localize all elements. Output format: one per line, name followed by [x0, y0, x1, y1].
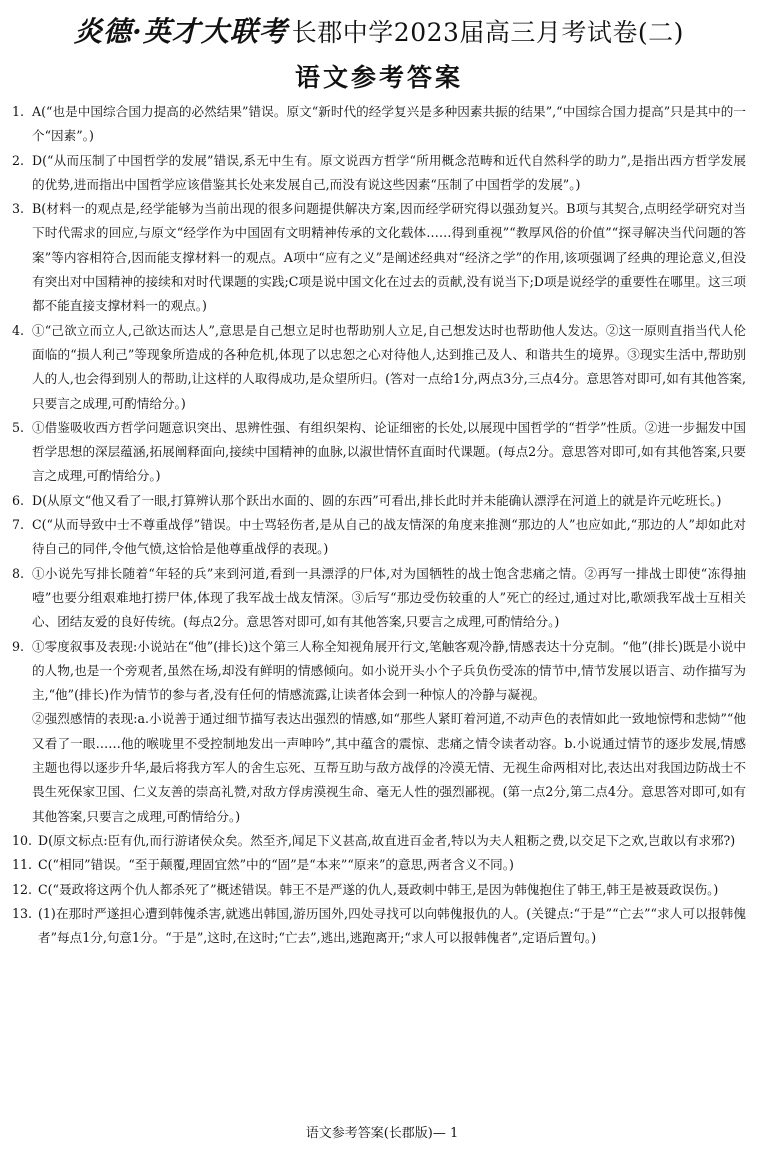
- answer-item-3: [12, 197, 746, 318]
- answer-number: 11.: [12, 857, 33, 873]
- page-title: 语文参考答案: [294, 63, 463, 92]
- answer-number: 2.: [12, 152, 25, 168]
- answer-item-7: [12, 513, 746, 562]
- answer-text: A(“也是中国综合国力提高的必然结果”错误。原文“新时代的经学复兴是多种因素共振的结果”,“中国综合国力提高”只是其中的一个“因素”。): [32, 104, 746, 144]
- answer-number: 4.: [12, 322, 25, 338]
- answer-text: ①“己欲立而立人,己欲达而达人”,意思是自己想立足时也帮助别人立足,自己想发达时也帮助他人发达。②这一原则直指当代人伦面临的“损人利己”等现象所造成的各种危机,体现了以忠恕之心对待他人,达到推己及人、和谐共生的境界。③现实生活中,帮助别人的人,也会得到别人的帮助,让这样的人取得成功,是众望所归。(答对一点给1分,两点3分,三点4分。意思答对即可,如有其他答案,只要言之成理,可酌情给分。): [32, 322, 746, 411]
- answer-number: 10.: [12, 832, 33, 848]
- answer-text: (1)在那时严遂担心遭到韩傀杀害,就逃出韩国,游历国外,四处寻找可以向韩傀报仇的人。(关键点:“于是”“亡去”“求人可以报韩傀者”每点1分,句意1分。“于是”,这时,在这时;“亡去”,逃出,逃跑离开;“求人可以报韩傀者”,定语后置句。): [38, 905, 746, 946]
- answer-text: C(“从而导致中士不尊重战俘”错误。中士骂轻伤者,是从自己的战友情深的角度来推测“那边的人”也应如此,“那边的人”却如此对待自己的同伴,令他气愤,这恰恰是他尊重战俘的表现。): [32, 517, 746, 557]
- answer-text: C(“聂政将这两个仇人都杀死了”概述错误。韩王不是严遂的仇人,聂政刺中韩王,是因为韩傀抱住了韩王,韩王是被聂政误伤。): [38, 881, 719, 897]
- answer-text: ①借鉴吸收西方哲学问题意识突出、思辨性强、有组织架构、论证细密的长处,以展现中国哲学的“哲学”性质。②进一步掘发中国哲学思想的深层蕴涵,拓展阐释面向,接续中国精神的血脉,以淑世情怀直面时代课题。(每点2分。意思答对即可,如有其他答案,只要言之成理,可酌情给分。): [32, 419, 746, 484]
- answer-text: C(“相同”错误。“至于颠覆,理固宜然”中的“固”是“本来”“原来”的意思,两者含义不同。): [38, 857, 514, 873]
- answer-item-5: [12, 416, 746, 489]
- answer-item-13: [12, 902, 746, 951]
- answer-number: 7.: [12, 517, 25, 533]
- answer-item-12: [12, 878, 746, 902]
- brand-logo-text: 炎德·英才大联考: [74, 15, 288, 48]
- answer-item-9: [12, 635, 746, 829]
- answer-item-10: [12, 829, 746, 853]
- answer-text-group: [32, 635, 746, 829]
- answer-number: 1.: [12, 104, 25, 119]
- answer-paragraph: ①零度叙事及表现:小说站在“他”(排长)这个第三人称全知视角展开行文,笔触客观冷静,情感表达十分克制。“他”(排长)既是小说中的人物,也是一个旁观者,虽然在场,却没有鲜明的情感倾向。如小说开头小个子兵负伤受冻的情节中,情节发展以语言、动作描写为主,“他”(排长)作为情节的参与者,没有任何的情感流露,让读者体会到一种惊人的冷静与凝视。: [32, 638, 746, 703]
- answer-number: 12.: [12, 881, 33, 897]
- answer-item-6: [12, 489, 746, 513]
- answer-text: D(从原文“他又看了一眼,打算辨认那个跃出水面的、圆的东西”可看出,排长此时并未能确认漂浮在河道上的就是许元屹班长。): [32, 492, 722, 508]
- answer-item-11: [12, 853, 746, 877]
- answer-number: 5.: [12, 419, 25, 435]
- answer-number: 8.: [12, 565, 25, 581]
- answer-number: 13.: [12, 905, 33, 921]
- answer-number: 6.: [12, 492, 25, 508]
- header: [12, 10, 746, 50]
- answer-number: 3.: [12, 201, 25, 217]
- answer-text: D(原文标点:臣有仇,而行游诸侯众矣。然至齐,闻足下义甚高,故直进百金者,特以为夫人粗粝之费,以交足下之欢,岂敢以有求邪?): [38, 832, 736, 848]
- answer-item-8: [12, 562, 746, 635]
- answer-number: 9.: [12, 638, 25, 654]
- answer-paragraph: ②强烈感情的表现:a.小说善于通过细节描写表达出强烈的情感,如“那些人紧盯着河道,不动声色的表情如此一致地惊愕和悲恸”“他又看了一眼……他的喉咙里不受控制地发出一声呻吟”,其中蕴含的震惊、悲痛之情令读者动容。b.小说通过情节的逐步发展,情感主题也得以逐步升华,最后将我方军人的舍生忘死、互帮互助与敌方战俘的冷漠无情、无视生命两相对比,表达出对我国边防战士不畏生死保家卫国、仁义友善的崇高礼赞,对敌方俘虏漠视生命、毫无人性的强烈鄙视。(第一点2分,第二点4分。意思答对即可,如有其他答案,只要言之成理,可酌情给分。): [32, 711, 746, 824]
- answer-list: [12, 100, 746, 950]
- answer-text: ①小说先写排长随着“年轻的兵”来到河道,看到一具漂浮的尸体,对为国牺牲的战士饱含悲痛之情。②再写一排战士即使“冻得抽噎”也要分组艰难地打捞尸体,体现了我军战士战友情深。③后写“那边受伤较重的人”死亡的经过,通过对比,歌颂我军战士互相关心、团结友爱的良好传统。(每点2分。意思答对即可,如有其他答案,只要言之成理,可酌情给分。): [32, 565, 746, 630]
- page-footer: 语文参考答案(长郡版)— 1: [305, 1126, 459, 1141]
- answer-text: B(材料一的观点是,经学能够为当前出现的很多问题提供解决方案,因而经学研究得以强劲复兴。B项与其契合,点明经学研究对当下时代需求的回应,与原文“经学作为中国固有文明精神传承的文化载体……得到重视”“教厚风俗的价值”“探寻解决当代问题的答案”等内容相符合,因而能支撑材料一的观点。A项中“应有之义”是阐述经典对“经济之学”的作用,该项强调了经典的理论意义,但没有突出对中国精神的接续和对时代课题的实践;C项是说中国文化在过去的贡献,没有说当下;D项是说经学的重要性在哪里。这三项都不能直接支撑材料一的观点。): [32, 201, 746, 314]
- answer-item-2: [12, 149, 746, 198]
- answer-item-1: [12, 100, 746, 149]
- exam-title: 长郡中学2023届高三月考试卷(二): [291, 18, 684, 47]
- answer-item-4: [12, 319, 746, 416]
- answer-text: D(“从而压制了中国哲学的发展”错误,系无中生有。原文说西方哲学“所用概念范畴和近代自然科学的助力”,是指出西方哲学发展的优势,进而指出中国哲学应该借鉴其长处来发展自己,而没有说这些因素“压制了中国哲学的发展”。): [32, 152, 746, 192]
